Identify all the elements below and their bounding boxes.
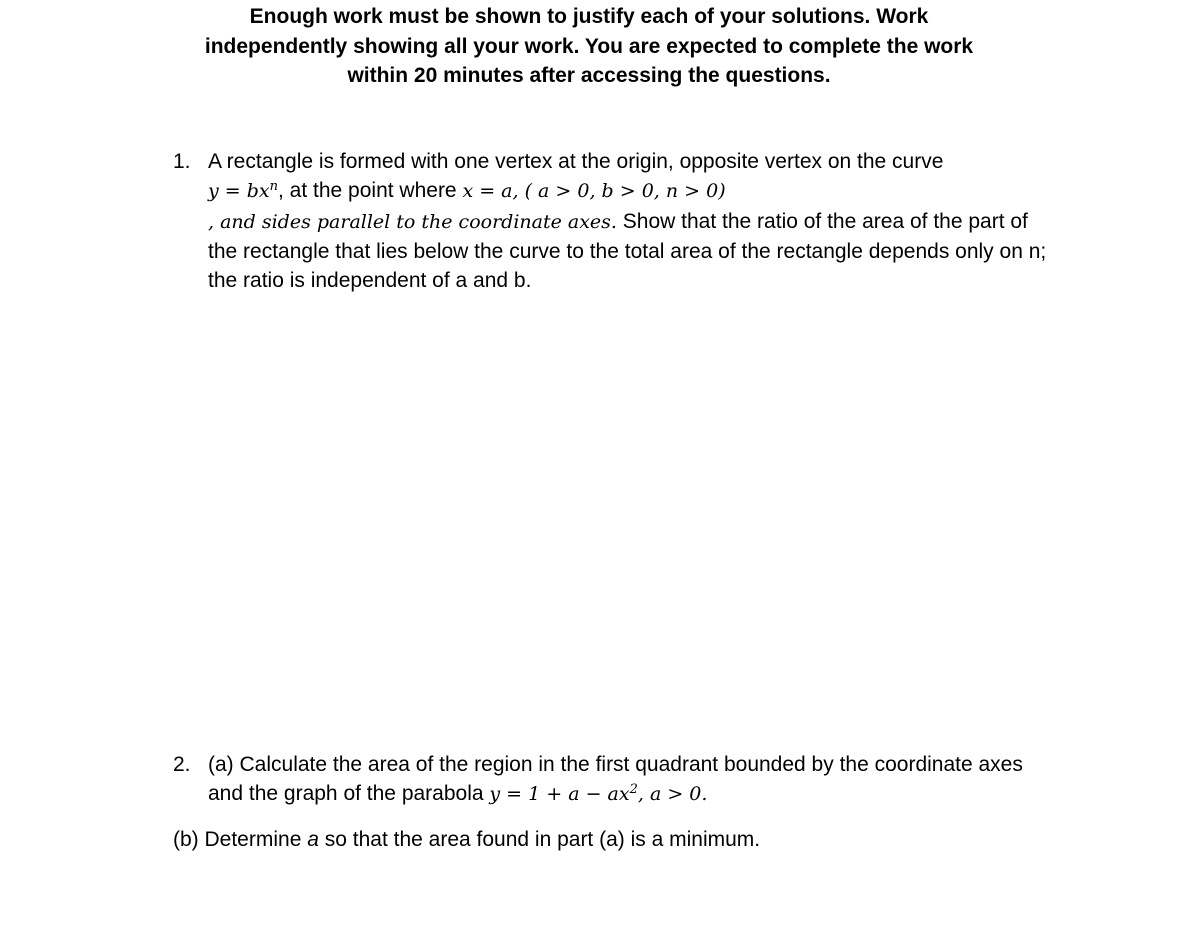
question-2-part-b-suffix: so that the area found in part (a) is a minimum. xyxy=(324,828,761,851)
question-2 xyxy=(173,750,1053,810)
question-2-parabola-equation: $y = 1 + a - ax^2$, a > 0. xyxy=(489,782,708,806)
instructions-line-3: within 20 minutes after accessing the questions. xyxy=(347,64,831,87)
instructions-line-2: independently showing all your work. You are expected to complete the work xyxy=(204,34,974,58)
question-1-point-condition: x = a, ( a > 0, b > 0, n > 0) xyxy=(462,180,726,203)
instructions-heading xyxy=(150,2,1028,91)
question-1-curve-equation: $y = bx^n$ xyxy=(208,179,278,203)
question-2-part-b xyxy=(173,825,1053,854)
question-2-part-a xyxy=(208,750,1053,810)
question-1 xyxy=(173,147,1053,295)
question-1-text-c: Show that the ratio of the area of the part of the rectangle that lies below the curve to the total area of the rectangle depends only on n; the ratio is independent of a and b. xyxy=(208,209,1047,293)
question-2-part-b-prefix: (b) Determine xyxy=(173,828,302,851)
question-1-text-b: , at the point where xyxy=(278,179,457,203)
question-2-part-a-text: (a) Calculate the area of the region in the first quadrant bounded by the coordinate axes and the graph of the parabola xyxy=(208,753,1023,806)
instructions-line-1: Enough work must be shown to justify each of your solutions. Work xyxy=(249,5,929,28)
question-1-number: 1. xyxy=(173,150,191,173)
question-1-text-a: A rectangle is formed with one vertex at the origin, opposite vertex on the curve xyxy=(208,150,944,173)
question-2-part-b-variable: a xyxy=(307,828,319,851)
question-2-number: 2. xyxy=(173,753,191,776)
question-1-math-phrase: , and sides parallel to the coordinate axes. xyxy=(208,210,617,233)
question-1-body xyxy=(208,147,1053,295)
